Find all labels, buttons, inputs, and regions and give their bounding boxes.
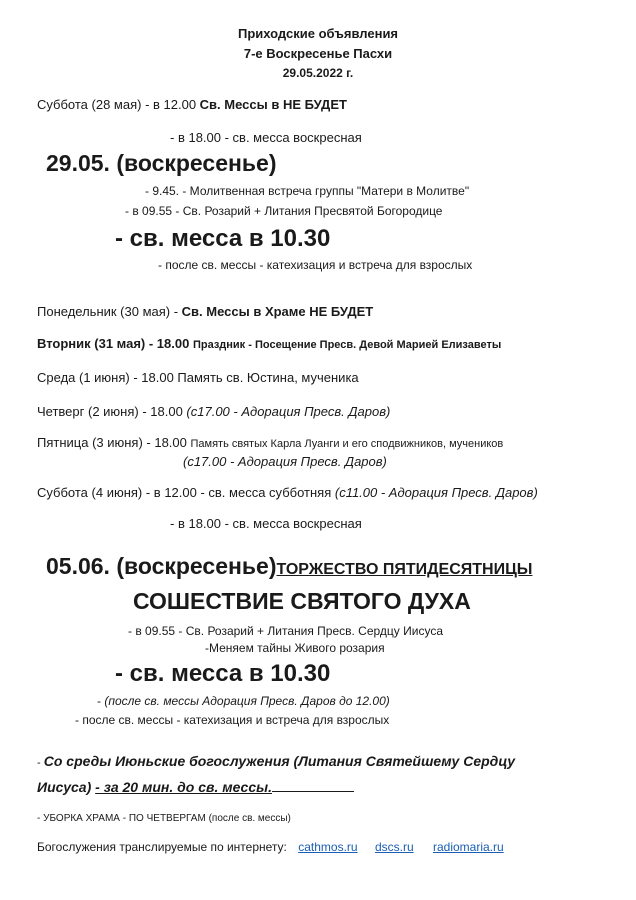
saturday-adoration: (с11.00 - Адорация Пресв. Даров) xyxy=(334,485,538,500)
sun05-line3 xyxy=(97,694,390,708)
wednesday-line: Среда (1 июня) - 18.00 Память св. Юстина, мученика xyxy=(37,370,359,385)
sat28-evening: - в 18.00 - св. месса воскресная xyxy=(170,130,362,145)
tuesday-prefix: Вторник (31 мая) - 18.00 xyxy=(37,336,193,351)
monday-prefix: Понедельник (30 мая) - xyxy=(37,304,182,319)
sat28-prefix: Суббота (28 мая) - в 12.00 xyxy=(37,97,200,112)
sun05-adoration: (после св. мессы Адорация Пресв. Даров до 12.00) xyxy=(104,694,390,708)
sun05-line1: - в 09.55 - Св. Розарий + Литания Пресв. Сердцу Иисуса xyxy=(128,624,443,638)
link-cathmos[interactable]: cathmos.ru xyxy=(298,840,358,854)
friday-adoration: (с17.00 - Адорация Пресв. Даров) xyxy=(183,454,387,469)
sun05-feast: ТОРЖЕСТВО ПЯТИДЕСЯТНИЦЫ xyxy=(276,561,533,578)
sun05-line3-dash: - xyxy=(97,694,105,708)
sun29-heading: 29.05. (воскресенье) xyxy=(46,150,277,176)
broadcast-label: Богослужения транслируемые по интернету: xyxy=(37,840,287,854)
monday-no-mass: Св. Мессы в Храме НЕ БУДЕТ xyxy=(181,304,374,319)
sun29-line1: - 9.45. - Молитвенная встреча группы "Матери в Молитве" xyxy=(145,184,470,198)
sat28-line xyxy=(37,97,347,112)
link-dscs[interactable]: dscs.ru xyxy=(374,840,414,854)
june-notice-dash: - xyxy=(37,757,44,769)
notice-underline-divider xyxy=(272,779,354,792)
broadcast-line xyxy=(37,840,504,854)
sat28-no-mass: Св. Мессы в НЕ БУДЕТ xyxy=(199,97,347,112)
thursday-adoration: (с17.00 - Адорация Пресв. Даров) xyxy=(186,404,391,419)
sun05-heading: 05.06. (воскресенье) xyxy=(46,553,277,579)
monday-line xyxy=(37,304,373,319)
saturday-prefix: Суббота (4 июня) - в 12.00 - св. месса субботняя xyxy=(37,485,335,500)
thursday-prefix: Четверг (2 июня) - 18.00 xyxy=(37,404,187,419)
cleaning-notice: - УБОРКА ХРАМА - ПО ЧЕТВЕРГАМ (после св. мессы) xyxy=(37,813,291,824)
sun05-mass: - св. месса в 10.30 xyxy=(115,660,331,687)
june-notice-text: Со среды Июньские богослужения (Литания Святейшему Сердцу xyxy=(43,753,515,769)
saturday-evening: - в 18.00 - св. месса воскресная xyxy=(170,516,362,531)
sun29-mass: - св. месса в 10.30 xyxy=(115,225,331,252)
link-radiomaria[interactable]: radiomaria.ru xyxy=(432,840,504,854)
friday-memorial: Память святых Карла Луанги и его сподвижников, мучеников xyxy=(190,438,504,450)
page-date: 29.05.2022 г. xyxy=(282,66,354,80)
saturday-line xyxy=(37,485,538,500)
june-notice-text2: Иисуса) xyxy=(37,779,96,795)
tuesday-feast: Праздник - Посещение Пресв. Девой Марией Елизаветы xyxy=(192,339,502,351)
sun05-line2: -Меняем тайны Живого розария xyxy=(205,641,385,655)
sun05-line4: - после св. мессы - катехизация и встреча для взрослых xyxy=(75,713,390,727)
june-notice-line2 xyxy=(37,779,354,795)
page-title: Приходские объявления xyxy=(237,26,399,41)
friday-prefix: Пятница (3 июня) - 18.00 xyxy=(37,435,191,450)
friday-line xyxy=(37,435,503,450)
thursday-line xyxy=(37,404,390,419)
sun05-feast2: СОШЕСТВИЕ СВЯТОГО ДУХА xyxy=(133,588,471,614)
sun05-heading-line xyxy=(46,553,532,580)
tuesday-line xyxy=(37,336,501,351)
june-notice-time: - за 20 мин. до св. мессы. xyxy=(95,779,272,795)
page-subtitle: 7-е Воскресенье Пасхи xyxy=(243,46,393,61)
sun29-line2: - в 09.55 - Св. Розарий + Литания Пресвятой Богородице xyxy=(125,204,443,218)
sun29-line3: - после св. мессы - катехизация и встреча для взрослых xyxy=(158,258,473,272)
june-notice-line1 xyxy=(37,753,515,769)
